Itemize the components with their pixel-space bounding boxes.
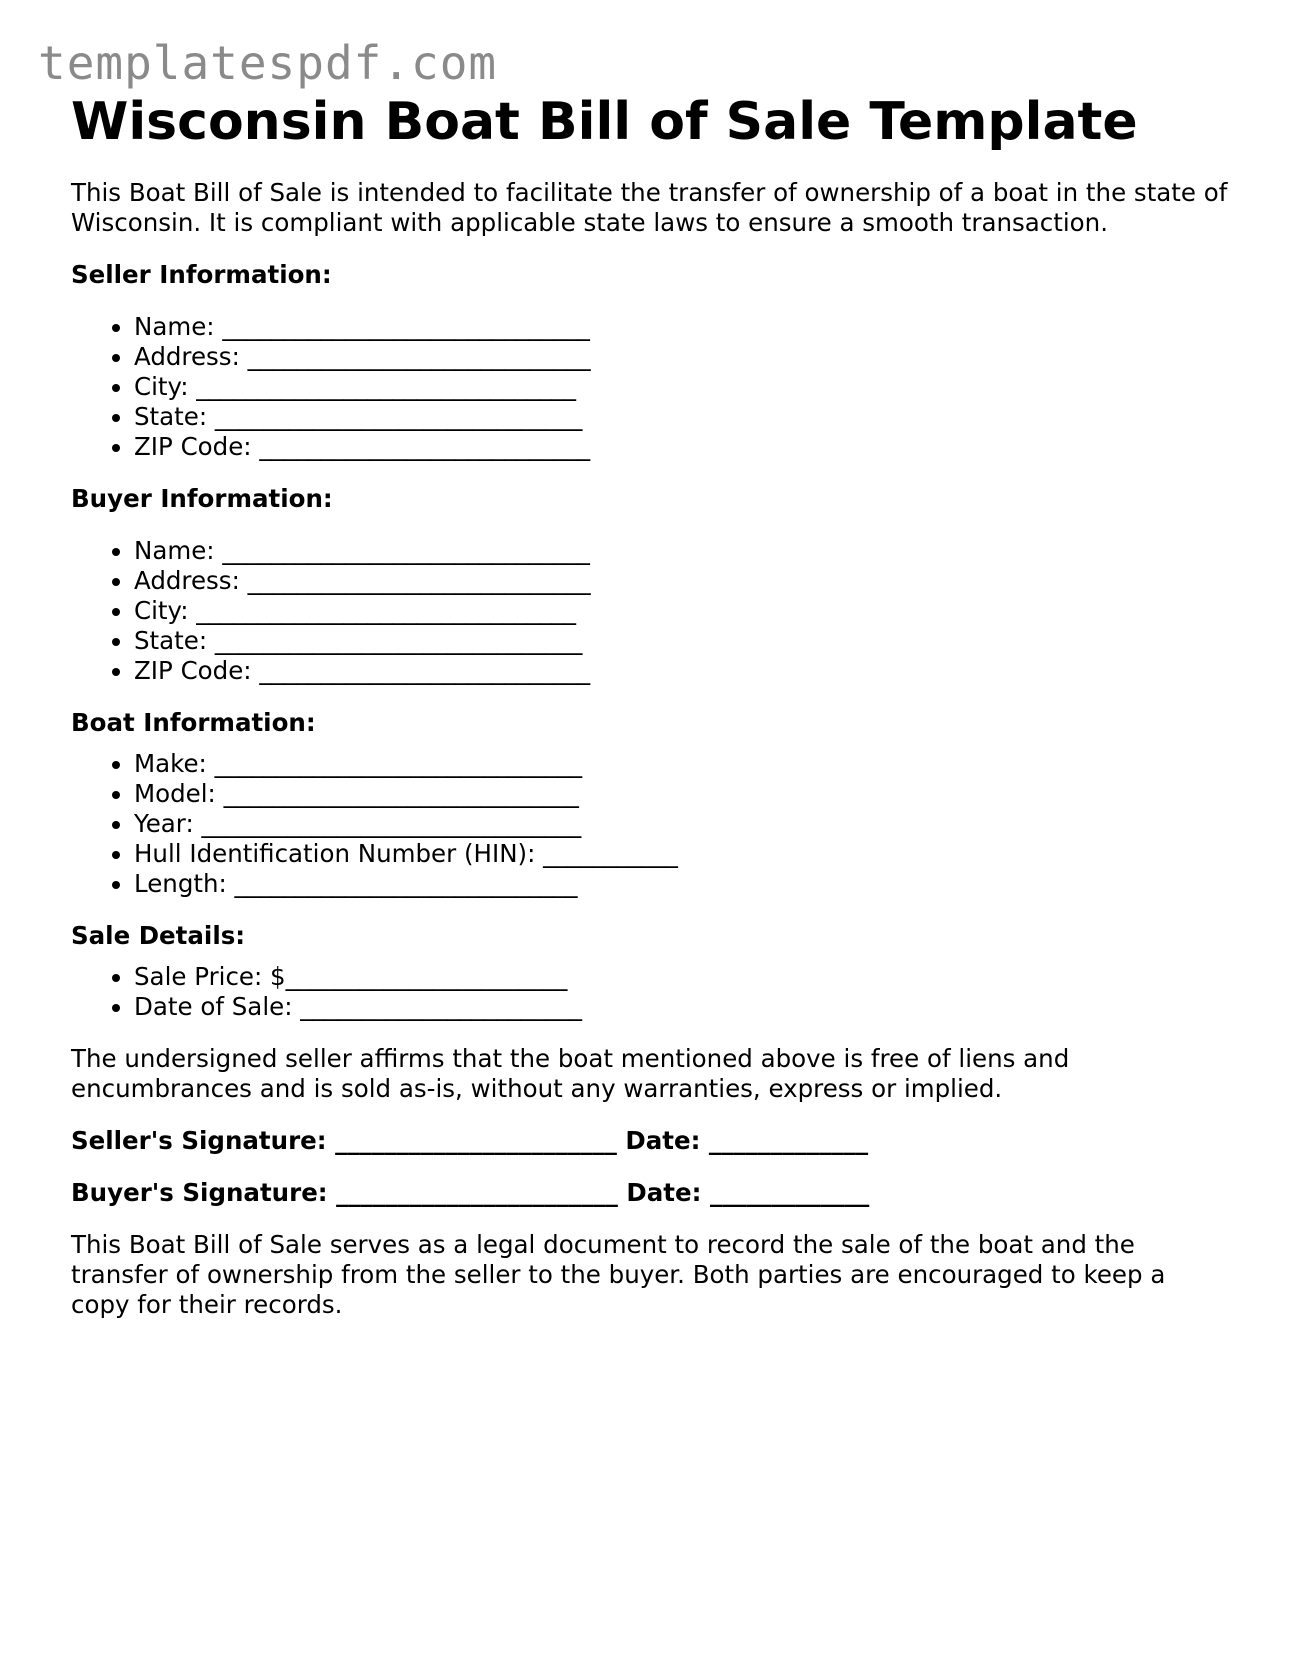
boat-hin-field: • Hull Identification Number (HIN): ___________ [134, 839, 1231, 869]
watermark: templatespdf.com [38, 36, 498, 90]
buyer-zip-field: • ZIP Code: ___________________________ [134, 656, 1231, 686]
seller-name-field: • Name: ______________________________ [134, 312, 1231, 342]
closing-paragraph: This Boat Bill of Sale serves as a legal document to record the sale of the boat and the transfer of ownership from the seller to the buyer. Both parties are encouraged to keep a copy for their records. [71, 1230, 1166, 1319]
boat-length-field: • Length: ____________________________ [134, 869, 1231, 899]
boat-model-field: • Model: _____________________________ [134, 779, 1231, 809]
buyer-name-field: • Name: ______________________________ [134, 536, 1231, 566]
sale-date-field: • Date of Sale: _______________________ [134, 992, 1231, 1022]
document-body [71, 88, 1231, 1320]
affirmation-paragraph: The undersigned seller affirms that the boat mentioned above is free of liens and encumbrances and is sold as-is, without any warranties, express or implied. [71, 1044, 1070, 1103]
boat-make-field: • Make: ______________________________ [134, 749, 1231, 779]
sale-heading: Sale Details: [71, 921, 246, 950]
boat-fields-list [71, 749, 1231, 899]
buyer-signature-line: Buyer's Signature: _______________________ Date: _____________ [71, 1178, 870, 1207]
sale-price-field: • Sale Price: $_______________________ [134, 962, 1231, 992]
boat-year-field: • Year: _______________________________ [134, 809, 1231, 839]
seller-address-field: • Address: ____________________________ [134, 342, 1231, 372]
boat-heading: Boat Information: [71, 708, 316, 737]
document-title: Wisconsin Boat Bill of Sale Template [71, 92, 1138, 152]
sale-fields-list [71, 962, 1231, 1022]
buyer-state-field: • State: ______________________________ [134, 626, 1231, 656]
buyer-address-field: • Address: ____________________________ [134, 566, 1231, 596]
buyer-heading: Buyer Information: [71, 484, 333, 513]
seller-zip-field: • ZIP Code: ___________________________ [134, 432, 1231, 462]
buyer-city-field: • City: _______________________________ [134, 596, 1231, 626]
seller-signature-line: Seller's Signature: _______________________ Date: _____________ [71, 1126, 869, 1155]
seller-state-field: • State: ______________________________ [134, 402, 1231, 432]
buyer-fields-list [71, 536, 1231, 686]
seller-heading: Seller Information: [71, 260, 332, 289]
intro-paragraph: This Boat Bill of Sale is intended to facilitate the transfer of ownership of a boat in the state of Wisconsin. It is compliant with applicable state laws to ensure a smooth transaction. [71, 178, 1228, 237]
seller-city-field: • City: _______________________________ [134, 372, 1231, 402]
seller-fields-list [71, 312, 1231, 462]
